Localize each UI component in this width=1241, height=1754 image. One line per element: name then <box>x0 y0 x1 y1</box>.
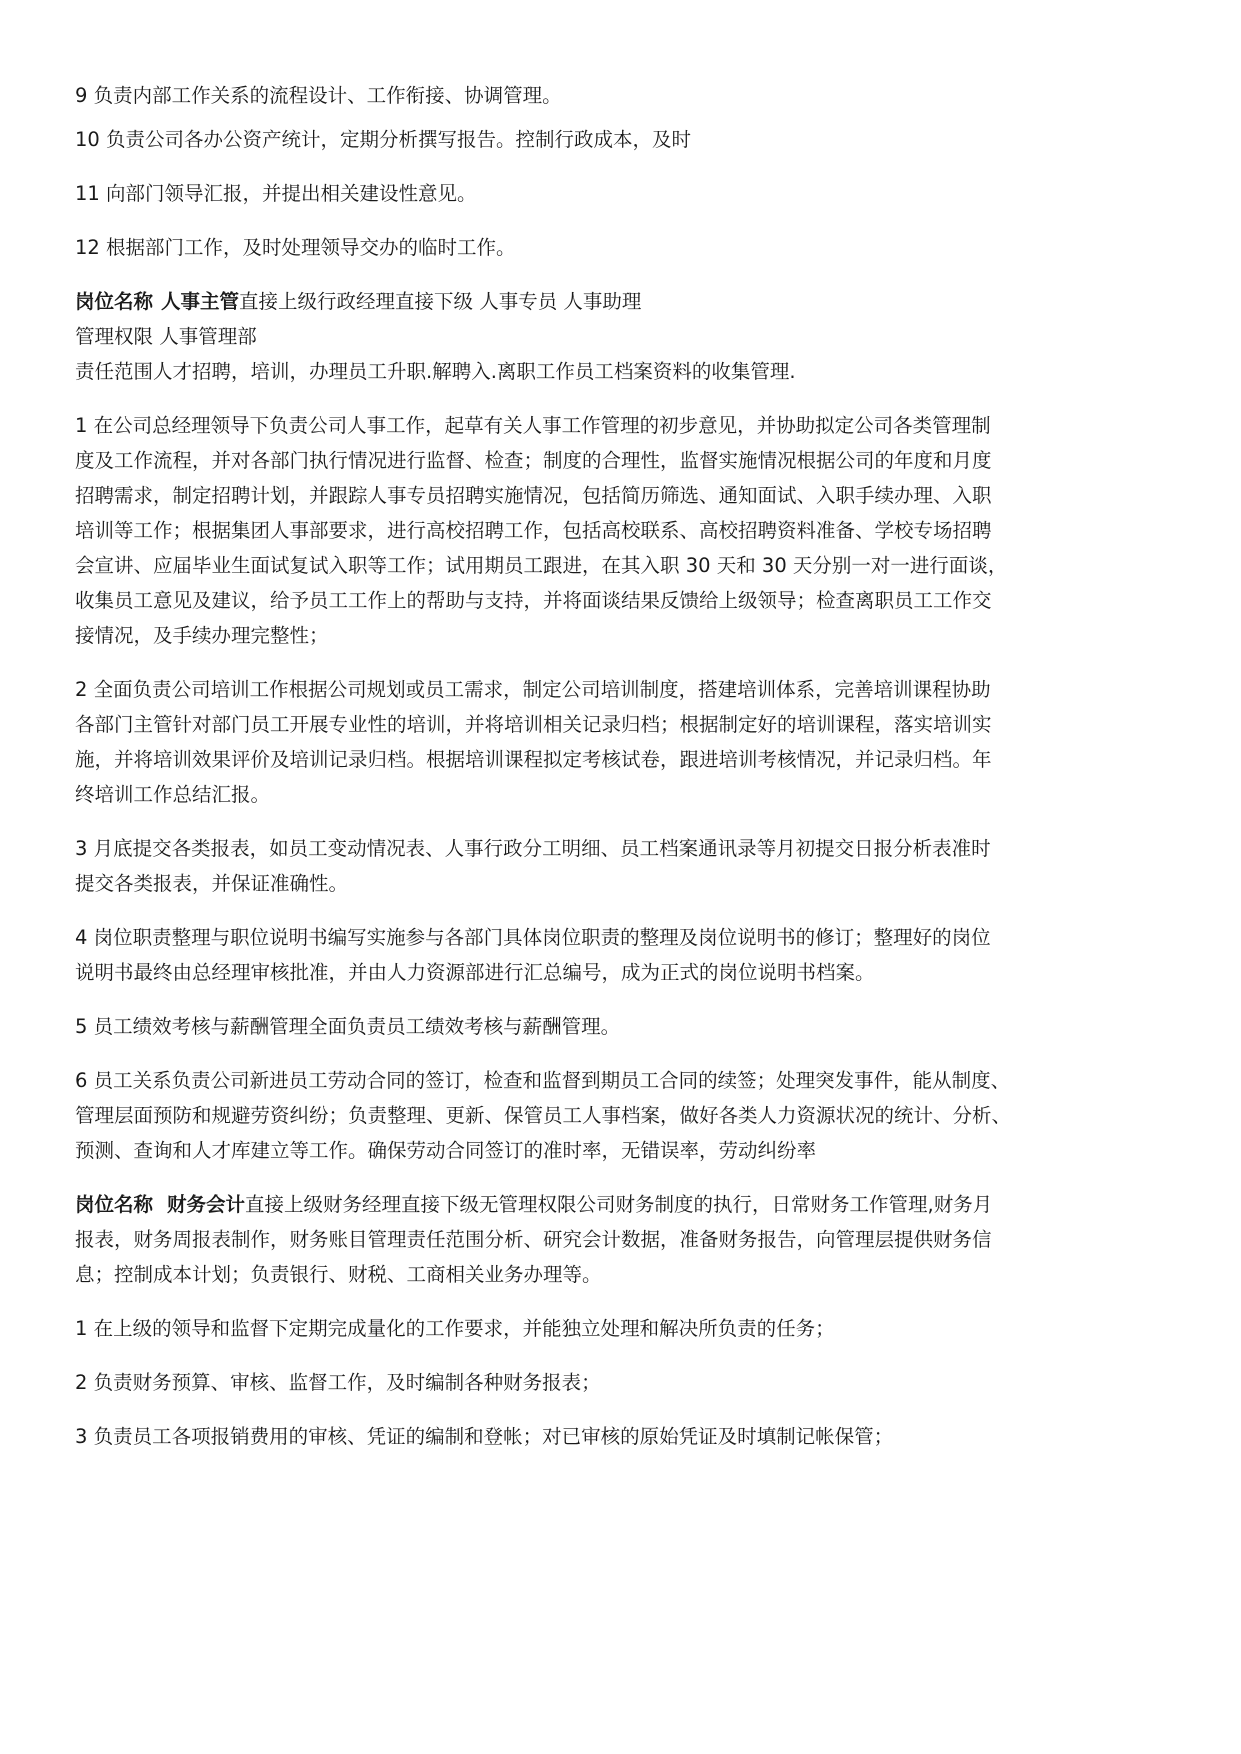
finance-description-line: 报表，财务周报表制作，财务账目管理责任范围分析、研究会计数据，准备财务报告，向管理层提供财务信 <box>75 1228 992 1251</box>
hr-duty-3-line: 提交各类报表，并保证准确性。 <box>75 872 349 895</box>
admin-duty-12: 12 根据部门工作，及时处理领导交办的临时工作。 <box>75 236 516 259</box>
admin-duty-10: 10 负责公司各办公资产统计，定期分析撰写报告。控制行政成本，及时 <box>75 128 692 151</box>
hr-duty-1-line: 度及工作流程，并对各部门执行情况进行监督、检查；制度的合理性，监督实施情况根据公司的年度和月度 <box>75 449 992 472</box>
hr-scope: 责任范围人才招聘，培训，办理员工升职.解聘入.离职工作员工档案资料的收集管理. <box>75 360 796 383</box>
hr-duty-1-line: 接情况，及手续办理完整性； <box>75 624 329 647</box>
position-title: 人事主管 <box>161 290 240 313</box>
hr-duty-1-line: 1 在公司总经理领导下负责公司人事工作，起草有关人事工作管理的初步意见，并协助拟定公司各类管理制 <box>75 414 991 437</box>
position-reporting: 直接上级行政经理直接下级 人事专员 人事助理 <box>239 290 642 313</box>
hr-duty-3-line: 3 月底提交各类报表，如员工变动情况表、人事行政分工明细、员工档案通讯录等月初提交日报分析表准时 <box>75 837 991 860</box>
hr-authority: 管理权限 人事管理部 <box>75 325 257 348</box>
hr-duty-1-line: 招聘需求，制定招聘计划，并跟踪人事专员招聘实施情况，包括简历筛选、通知面试、入职手续办理、入职 <box>75 484 992 507</box>
hr-position-header <box>75 288 641 316</box>
finance-position-header <box>75 1191 992 1219</box>
hr-duty-5-line: 5 员工绩效考核与薪酬管理全面负责员工绩效考核与薪酬管理。 <box>75 1015 621 1038</box>
hr-duty-2-line: 施，并将培训效果评价及培训记录归档。根据培训课程拟定考核试卷，跟进培训考核情况，并记录归档。年 <box>75 748 992 771</box>
hr-duty-4-line: 说明书最终由总经理审核批准，并由人力资源部进行汇总编号，成为正式的岗位说明书档案。 <box>75 961 875 984</box>
finance-duty-3: 3 负责员工各项报销费用的审核、凭证的编制和登帐；对已审核的原始凭证及时填制记帐保管； <box>75 1425 894 1448</box>
admin-duty-9: 9 负责内部工作关系的流程设计、工作衔接、协调管理。 <box>75 84 562 107</box>
finance-duty-2: 2 负责财务预算、审核、监督工作，及时编制各种财务报表； <box>75 1371 601 1394</box>
hr-duty-1-line: 收集员工意见及建议，给予员工工作上的帮助与支持，并将面谈结果反馈给上级领导；检查离职员工工作交 <box>75 589 992 612</box>
hr-duty-4-line: 4 岗位职责整理与职位说明书编写实施参与各部门具体岗位职责的整理及岗位说明书的修订；整理好的岗位 <box>75 926 991 949</box>
hr-duty-2-line: 终培训工作总结汇报。 <box>75 783 271 806</box>
finance-duty-1: 1 在上级的领导和监督下定期完成量化的工作要求，并能独立处理和解决所负责的任务； <box>75 1317 835 1340</box>
position-description: 直接上级财务经理直接下级无管理权限公司财务制度的执行，日常财务工作管理,财务月 <box>245 1193 993 1216</box>
hr-duty-6-line: 管理层面预防和规避劳资纠纷；负责整理、更新、保管员工人事档案，做好各类人力资源状况的统计、分析、 <box>75 1104 1012 1127</box>
finance-description-line: 息；控制成本计划；负责银行、财税、工商相关业务办理等。 <box>75 1263 602 1286</box>
hr-duty-1-line: 培训等工作；根据集团人事部要求，进行高校招聘工作，包括高校联系、高校招聘资料准备、学校专场招聘 <box>75 519 992 542</box>
position-title: 财务会计 <box>167 1193 246 1216</box>
position-name-label: 岗位名称 <box>75 290 154 313</box>
hr-duty-1-line: 会宣讲、应届毕业生面试复试入职等工作；试用期员工跟进，在其入职 30 天和 30 天分别一对一进行面谈， <box>75 554 1008 577</box>
hr-duty-2-line: 各部门主管针对部门员工开展专业性的培训，并将培训相关记录归档；根据制定好的培训课程，落实培训实 <box>75 713 992 736</box>
admin-duty-11: 11 向部门领导汇报，并提出相关建设性意见。 <box>75 182 477 205</box>
position-name-label: 岗位名称 <box>75 1193 154 1216</box>
hr-duty-6-line: 预测、查询和人才库建立等工作。确保劳动合同签订的准时率，无错误率，劳动纠纷率 <box>75 1139 817 1162</box>
hr-duty-2-line: 2 全面负责公司培训工作根据公司规划或员工需求，制定公司培训制度，搭建培训体系，完善培训课程协助 <box>75 678 991 701</box>
hr-duty-6-line: 6 员工关系负责公司新进员工劳动合同的签订，检查和监督到期员工合同的续签；处理突发事件，能从制度、 <box>75 1069 1011 1092</box>
